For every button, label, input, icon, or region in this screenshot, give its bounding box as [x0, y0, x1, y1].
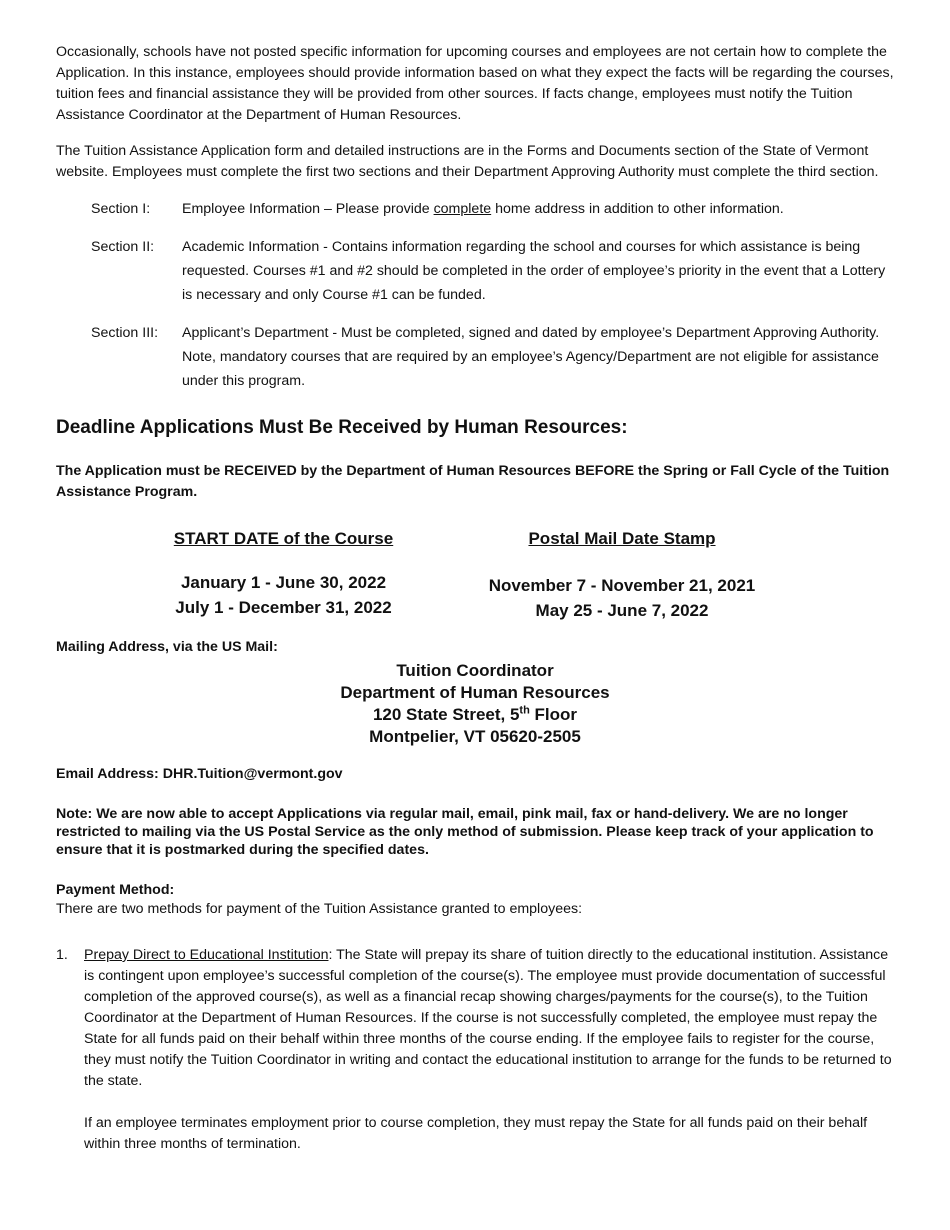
- section-2-row: [91, 235, 894, 307]
- postal-date-header: Postal Mail Date Stamp: [528, 529, 716, 548]
- address-line-3: [56, 704, 894, 726]
- section-2-text: Academic Information - Contains information regarding the school and courses for which assistance is being requested. Courses #1 and #2 should be completed in the order of employee’s priority in the event that a Lottery is necessary and only Course #1 can be funded.: [182, 239, 886, 303]
- mailing-address-block: [56, 660, 894, 748]
- address-line-1: Tuition Coordinator: [396, 661, 554, 680]
- payment-method-label: Payment Method:: [56, 882, 175, 898]
- postal-date-row: November 7 - November 21, 2021: [488, 576, 756, 595]
- section-1-text-post: home address in addition to other information.: [491, 201, 784, 217]
- section-1-text: [182, 197, 894, 221]
- payment-item-text: : The State will prepay its share of tuition directly to the educational institution. Assistance is contingent upon employee’s successful completion of the course(s). The employee must provide documentation of successful completion of the approved course(s), as well as a financial recap showing charges/payments for the course(s), to the Tuition Coordinator at the Department of Human Resources. If the course is not successfully completed, the employee must repay the State for all funds paid on their behalf within three months of the course ending. If the employee fails to register for the course, they must notify the Tuition Coordinator in writing and contact the educational institution to arrange for the funds to be returned to the state.: [84, 947, 892, 1089]
- start-date-row: January 1 - June 30, 2022: [180, 573, 387, 592]
- intro-paragraph-2: The Tuition Assistance Application form and detailed instructions are in the Forms and Documents section of the State of Vermont website. Employees must complete the first two sections and their Department Approving Authority must complete the third section.: [56, 143, 879, 180]
- address-superscript: th: [519, 704, 530, 717]
- payment-item-body: [84, 945, 894, 1092]
- postal-date-row: May 25 - June 7, 2022: [535, 601, 709, 620]
- payment-method-intro: There are two methods for payment of the Tuition Assistance granted to employees:: [56, 901, 583, 917]
- intro-paragraph-1: Occasionally, schools have not posted specific information for upcoming courses and employees are not certain how to complete the Application. In this instance, employees should provide information based on what they expect the facts will be regarding the courses, tuition fees and financial assistance they will be provided from other sources. If facts change, employees must notify the Tuition Assistance Coordinator at the Department of Human Resources.: [56, 44, 894, 123]
- address-line-4: Montpelier, VT 05620-2505: [369, 727, 581, 746]
- address-floor: Floor: [529, 705, 578, 724]
- section-2-label: Section II:: [91, 239, 155, 255]
- section-3-label: Section III:: [91, 325, 159, 341]
- section-3-row: [91, 321, 894, 393]
- section-1-text-pre: Employee Information – Please provide: [182, 201, 434, 217]
- address-line-2: Department of Human Resources: [340, 683, 610, 702]
- start-date-header: START DATE of the Course: [173, 529, 394, 548]
- payment-item-title: Prepay Direct to Educational Institution: [84, 947, 329, 963]
- section-3-text: Applicant’s Department - Must be completed, signed and dated by employee’s Department Approving Authority. Note, mandatory courses that are required by an employee’s Agency/Department are not eligible for assistance under this program.: [182, 325, 880, 389]
- start-date-column: [161, 527, 406, 620]
- section-1-row: [91, 197, 894, 221]
- deadline-heading: Deadline Applications Must Be Received by Human Resources:: [56, 417, 628, 438]
- document-page: [56, 42, 894, 1155]
- payment-item-number: 1.: [56, 947, 68, 963]
- postal-date-column: [476, 527, 768, 623]
- mailing-address-label: Mailing Address, via the US Mail:: [56, 639, 278, 655]
- submission-note: Note: We are now able to accept Applications via regular mail, email, pink mail, fax or hand-delivery. We are no longer restricted to mailing via the US Postal Service as the only method of submission. Please keep track of your application to ensure that it is postmarked during the specified dates.: [56, 806, 874, 858]
- start-date-row: July 1 - December 31, 2022: [175, 598, 392, 617]
- deadline-note: The Application must be RECEIVED by the Department of Human Resources BEFORE the Spring or Fall Cycle of the Tuition Assistance Program.: [56, 463, 890, 500]
- section-1-underlined: complete: [433, 201, 492, 217]
- address-street: 120 State Street, 5: [372, 705, 520, 724]
- email-address: Email Address: DHR.Tuition@vermont.gov: [56, 766, 343, 782]
- dates-table: [56, 527, 894, 627]
- payment-item-followup: If an employee terminates employment prior to course completion, they must repay the State for all funds paid on their behalf within three months of termination.: [84, 1115, 868, 1152]
- section-1-label: Section I:: [91, 201, 151, 217]
- payment-item-1: [56, 945, 894, 1092]
